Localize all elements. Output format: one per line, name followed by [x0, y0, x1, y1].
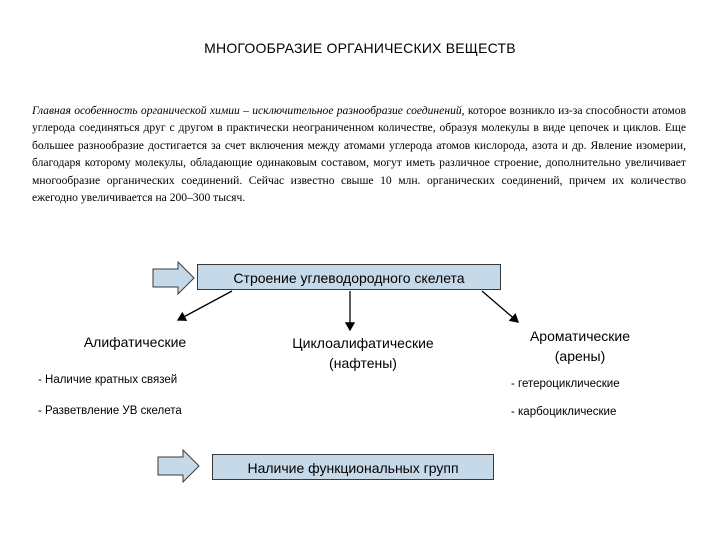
category-cycloaliphatic-line2: (нафтены)	[329, 355, 397, 371]
aromatic-item-heterocyclic: - гетероциклические	[511, 378, 620, 390]
aromatic-item-carbocyclic: - карбоциклические	[511, 406, 617, 418]
aliphatic-item-branching: - Разветвление УВ скелета	[38, 405, 182, 417]
category-aromatic	[505, 326, 655, 366]
category-aromatic-line1: Ароматические	[529, 328, 631, 344]
skeleton-structure-box: Строение углеводородного скелета	[197, 264, 501, 290]
category-aromatic-line2: (арены)	[554, 348, 606, 364]
intro-lead: Главная особенность органической химии – исключительное разнообразие соединений,	[32, 104, 465, 117]
arrow-to-aromatic	[482, 291, 518, 322]
arrow-to-aliphatic	[178, 291, 232, 320]
category-aliphatic: Алифатические	[83, 334, 187, 350]
category-cycloaliphatic-line1: Циклоалифатические	[292, 335, 434, 351]
category-cycloaliphatic	[258, 333, 468, 373]
intro-body: которое возникло из-за способности атомов углерода соединяться друг с другом в практически неограниченном количестве, образуя молекулы в виде цепочек и циклов. Еще большее разнообразие достигается за счет включения между атомами углерода атомов кислорода, азота и др. Явление изомерии, благодаря которому молекулы, обладающие одинаковым составом, могут иметь различное строение, дополнительно увеличивает многообразие органических соединений. Сейчас известно свыше 10 млн. органических соединений, причем их количество ежегодно увеличивается на 200–300 тысяч.	[32, 104, 687, 205]
aliphatic-item-multiple-bonds: - Наличие кратных связей	[38, 374, 178, 386]
page-title: МНОГООБРАЗИЕ ОРГАНИЧЕСКИХ ВЕЩЕСТВ	[204, 40, 516, 56]
functional-groups-box: Наличие функциональных групп	[212, 454, 494, 480]
